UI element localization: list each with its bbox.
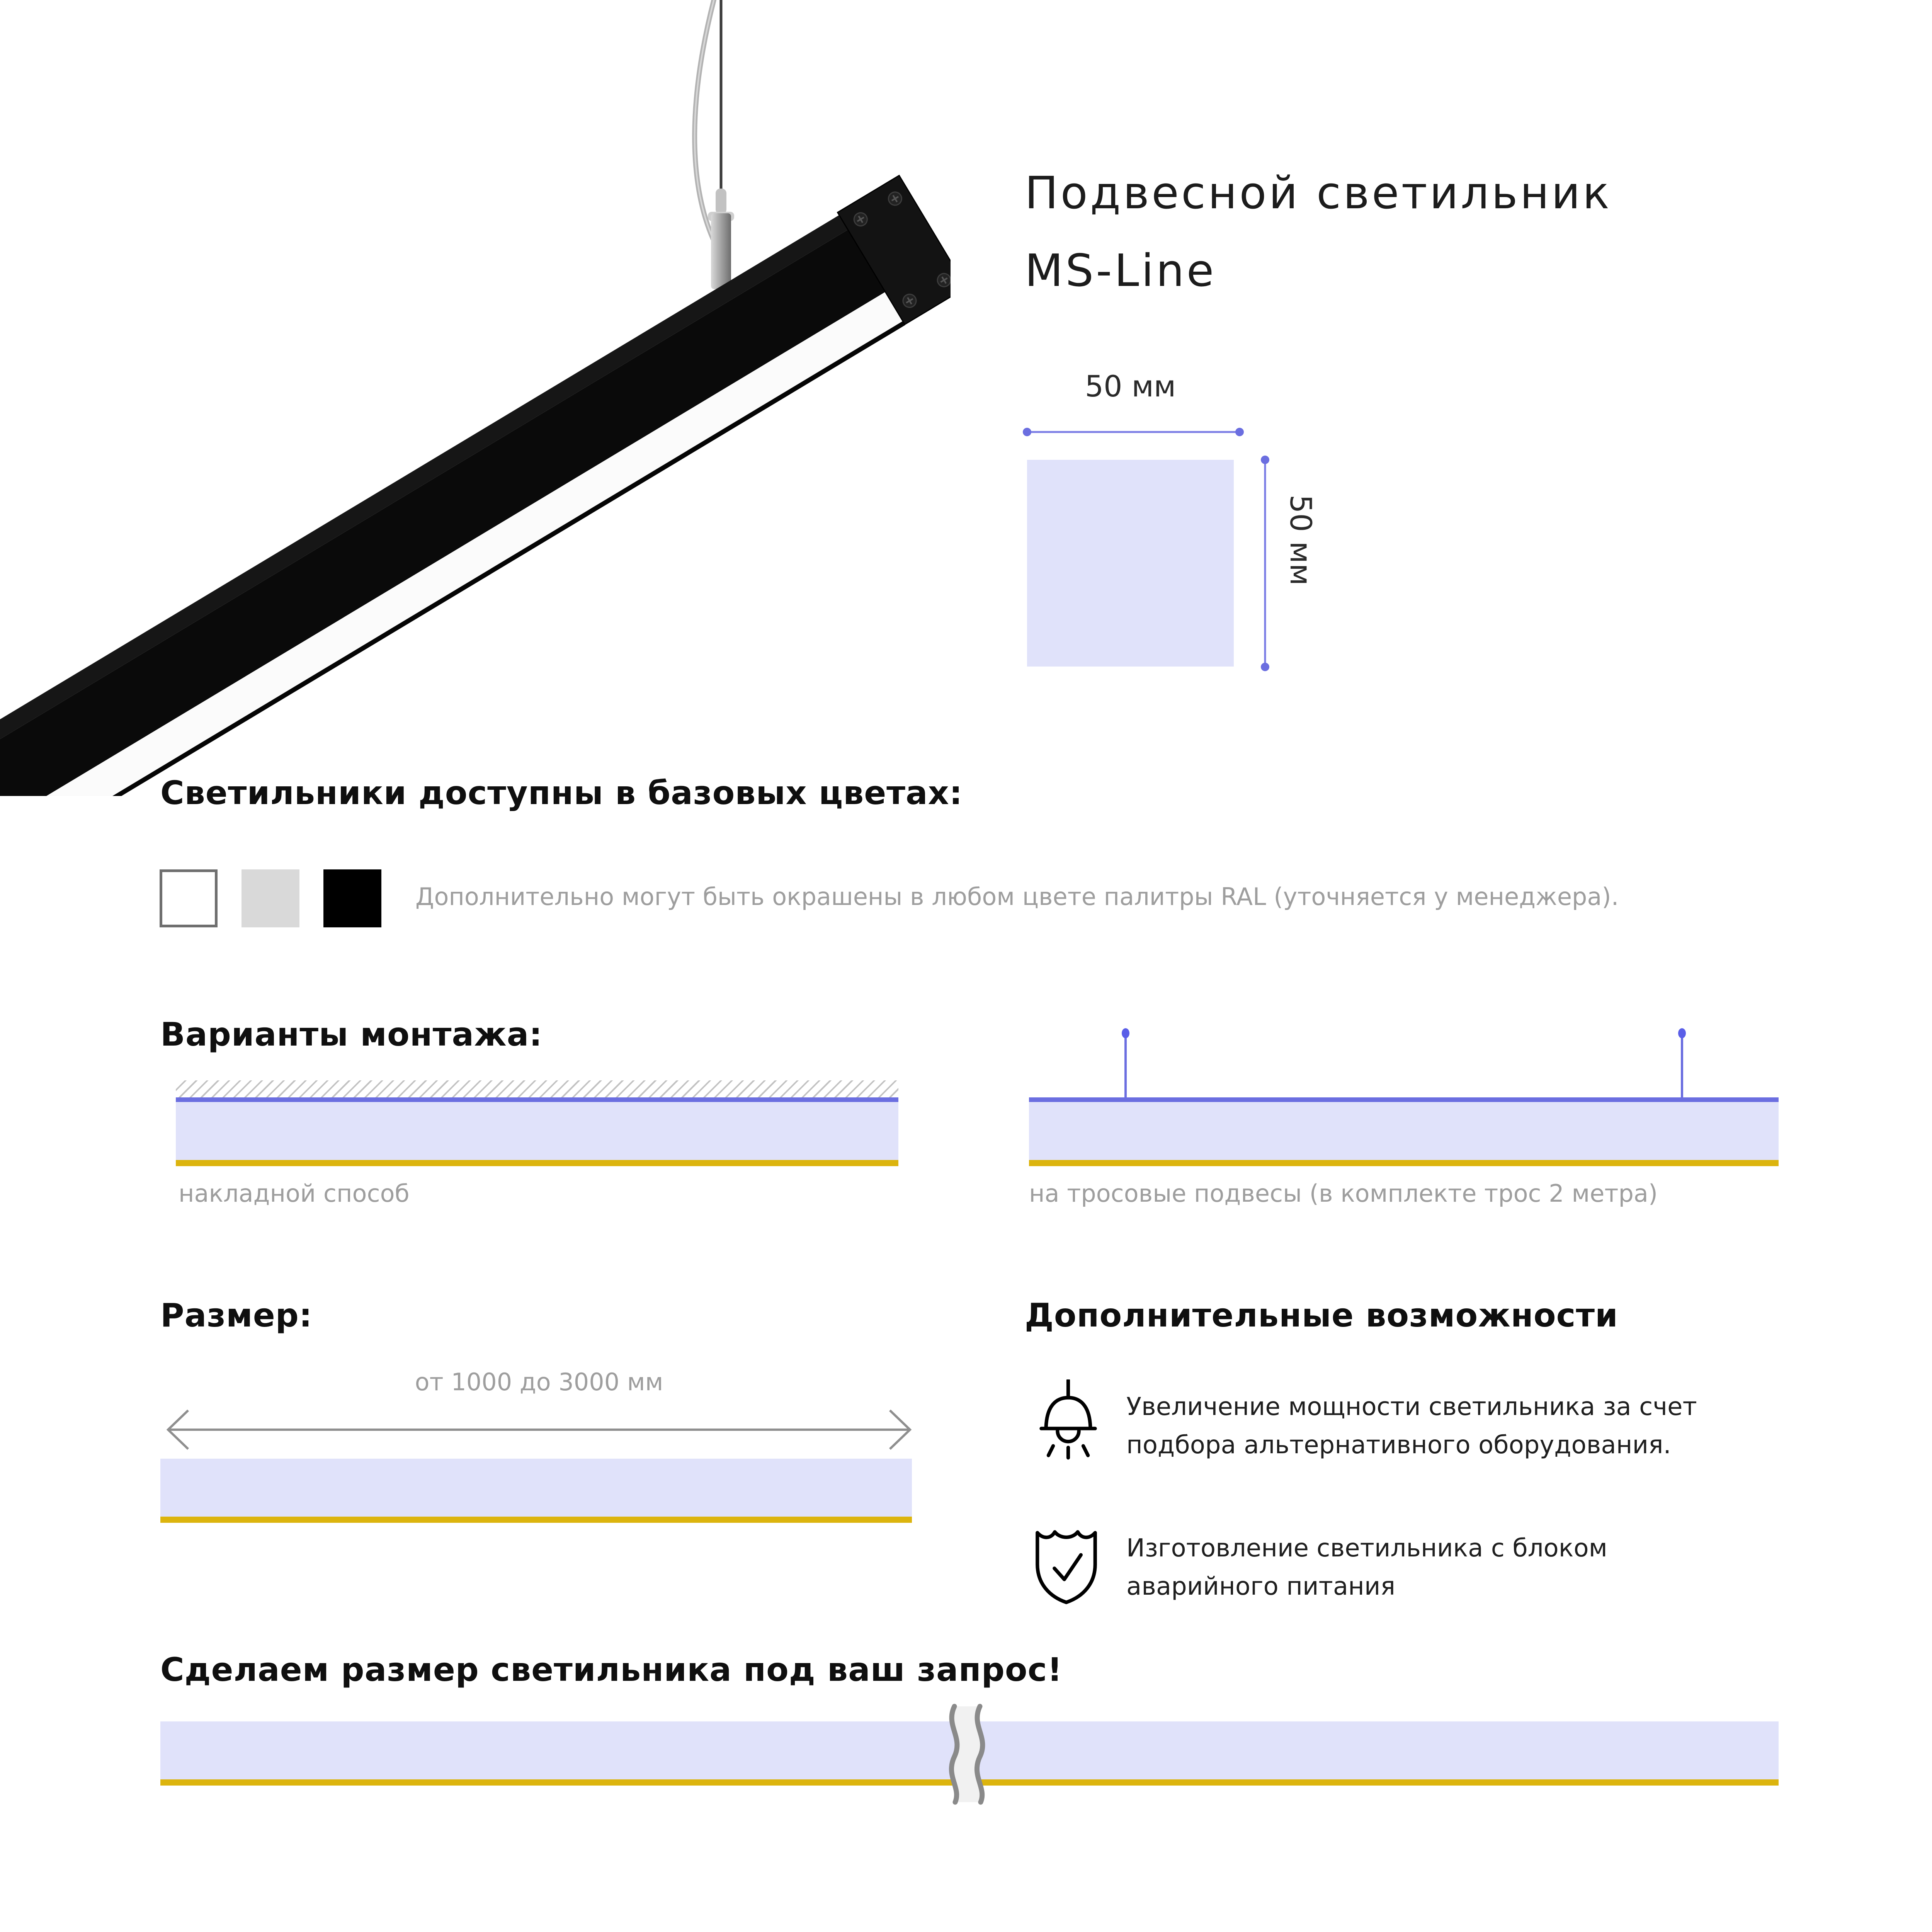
features-heading: Дополнительные возможности	[1025, 1296, 1618, 1334]
profile-cross-section	[1027, 460, 1234, 667]
swatch-gray	[242, 869, 299, 927]
dimension-width-label: 50 мм	[1085, 369, 1176, 403]
dimension-height-label: 50 мм	[1284, 495, 1318, 586]
suspension-pins	[1029, 1024, 1779, 1097]
product-title-line1: Подвесной светильник	[1025, 167, 1612, 219]
profile-diffuser-line	[1029, 1160, 1779, 1166]
mount-option-surface-label: накладной способ	[179, 1179, 410, 1208]
swatch-white	[160, 869, 218, 927]
length-break-icon	[927, 1703, 1009, 1805]
profile-side-face	[0, 230, 885, 796]
mount-option-cable-label: на тросовые подвесы (в комплекте трос 2 метра)	[1029, 1179, 1658, 1208]
cable-gripper-body	[711, 213, 731, 289]
cable-gripper-knob	[716, 189, 726, 214]
size-range-arrow	[160, 1406, 918, 1453]
ceiling-hatch	[176, 1080, 898, 1097]
colors-heading: Светильники доступны в базовых цветах:	[160, 774, 963, 812]
profile-body	[176, 1102, 898, 1160]
product-title-line2: MS-Line	[1025, 245, 1216, 297]
mount-option-cable-diagram	[1029, 1024, 1779, 1168]
mounting-heading: Варианты монтажа:	[160, 1015, 543, 1053]
shield-check-icon	[1032, 1522, 1100, 1605]
feature-emergency-text: Изготовление светильника с блоком аварийного питания	[1126, 1534, 1607, 1601]
lamp-profile	[0, 175, 951, 796]
profile-body	[1029, 1102, 1779, 1160]
custom-size-heading: Сделаем размер светильника под ваш запрос!	[160, 1651, 1063, 1689]
profile-top-edge	[176, 1097, 898, 1102]
profile-diffuser-line	[160, 1517, 912, 1523]
profile-top-edge	[1029, 1097, 1779, 1102]
lamp-render	[0, 0, 951, 796]
steel-cable-loop	[695, 0, 715, 240]
size-heading: Размер:	[160, 1296, 313, 1334]
feature-power-text: Увеличение мощности светильника за счет подбора альтернативного оборудования.	[1126, 1393, 1697, 1460]
profile-body	[160, 1459, 912, 1517]
dimension-width-line	[1016, 420, 1252, 445]
product-title	[1025, 155, 1790, 310]
dimension-height-line	[1253, 449, 1278, 678]
profile-diffuser-line	[176, 1160, 898, 1166]
pendant-lamp-icon	[1032, 1379, 1104, 1463]
size-range-label: от 1000 до 3000 мм	[415, 1368, 663, 1396]
size-profile-diagram	[160, 1459, 912, 1523]
ral-note: Дополнительно могут быть окрашены в любом цвете палитры RAL (уточняется у менеджера).	[415, 883, 1619, 911]
mount-option-surface-diagram	[176, 1080, 898, 1168]
swatch-black	[323, 869, 381, 927]
